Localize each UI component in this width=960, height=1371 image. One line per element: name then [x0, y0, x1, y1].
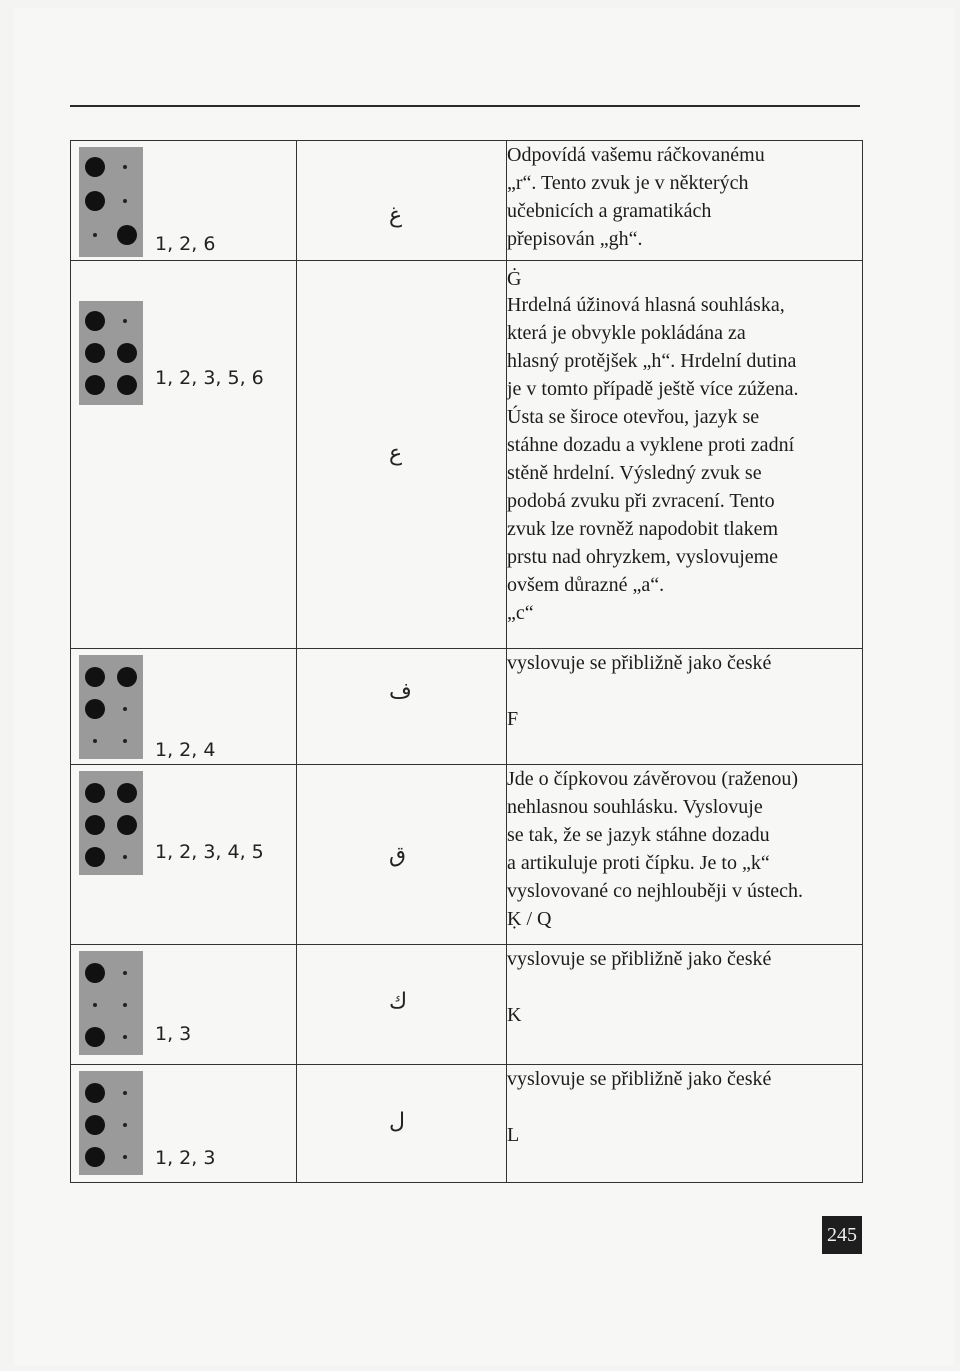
transliteration: K [507, 1004, 522, 1026]
description-cell [507, 1065, 863, 1183]
description-line: učebnicích a gramatikách [507, 200, 712, 222]
arabic-letter-cell [297, 649, 507, 765]
description-line: vyslovuje se přibližně jako české [507, 948, 772, 970]
top-rule [70, 105, 860, 107]
description-line: Jde o čípkovou závěrovou (raženou) [507, 768, 798, 790]
braille-pattern-icon [79, 1071, 143, 1175]
braille-pattern-icon [79, 655, 143, 759]
table-row [71, 141, 863, 261]
description-line: ovšem důrazné „a“. [507, 574, 665, 596]
braille-dots-label: 1, 2, 3 [155, 1147, 216, 1169]
description-line: Hrdelná úžinová hlasná souhláska, [507, 294, 785, 316]
description-cell [507, 649, 863, 765]
braille-dots-label: 1, 3 [155, 1023, 192, 1045]
description-line: stěně hrdelní. Výsledný zvuk se [507, 462, 762, 484]
table-row [71, 945, 863, 1065]
arabic-letter: غ [389, 203, 403, 228]
table-row [71, 1065, 863, 1183]
arabic-letter: ف [389, 679, 412, 704]
arabic-letter-cell [297, 765, 507, 945]
arabic-letter-cell [297, 261, 507, 649]
description-line: přepisován „gh“. [507, 228, 643, 250]
braille-pattern-icon [79, 301, 143, 405]
description-cell [507, 261, 863, 649]
page-number: 245 [822, 1216, 862, 1254]
description-line: Odpovídá vašemu ráčkovanému [507, 144, 765, 166]
arabic-letter-cell [297, 1065, 507, 1183]
arabic-letter: ل [389, 1109, 405, 1134]
braille-pattern-icon [79, 147, 143, 257]
description-line: podobá zvuku při zvracení. Tento [507, 490, 775, 512]
braille-cell [71, 261, 297, 649]
description-cell [507, 765, 863, 945]
table-row [71, 649, 863, 765]
description-line: a artikuluje proti čípku. Je to „k“ [507, 852, 770, 874]
transliteration: F [507, 708, 519, 730]
description-line: vyslovované co nejhlouběji v ústech. [507, 880, 804, 902]
braille-dots-label: 1, 2, 4 [155, 739, 216, 761]
transliteration: Ḳ / Q [507, 908, 552, 930]
description-line: hlasný protějšek „h“. Hrdelní dutina [507, 350, 797, 372]
arabic-letter: ع [389, 441, 403, 466]
description-line: prstu nad ohryzkem, vyslovujeme [507, 546, 779, 568]
description-line: nehlasnou souhlásku. Vyslovuje [507, 796, 763, 818]
description-line: vyslovuje se přibližně jako české [507, 1068, 772, 1090]
braille-dots-label: 1, 2, 3, 5, 6 [155, 367, 264, 389]
arabic-letter-cell [297, 141, 507, 261]
transliteration: „c“ [507, 602, 534, 624]
braille-dots-label: 1, 2, 6 [155, 233, 216, 255]
description-line: vyslovuje se přibližně jako české [507, 652, 772, 674]
transliteration: Ġ [507, 268, 522, 290]
description-line: se tak, že se jazyk stáhne dozadu [507, 824, 770, 846]
description-line: „r“. Tento zvuk je v některých [507, 172, 749, 194]
table-row [71, 261, 863, 649]
table-row [71, 765, 863, 945]
description-line: je v tomto případě ještě více zúžena. [507, 378, 799, 400]
description-cell [507, 945, 863, 1065]
arabic-letter-cell [297, 945, 507, 1065]
description-line: Ústa se široce otevřou, jazyk se [507, 406, 760, 428]
braille-cell [71, 945, 297, 1065]
braille-dots-label: 1, 2, 3, 4, 5 [155, 841, 264, 863]
arabic-letter: ك [389, 989, 408, 1014]
braille-cell [71, 1065, 297, 1183]
braille-pattern-icon [79, 771, 143, 875]
description-cell [507, 141, 863, 261]
description-line: která je obvykle pokládána za [507, 322, 746, 344]
braille-cell [71, 765, 297, 945]
description-line: zvuk lze rovněž napodobit tlakem [507, 518, 779, 540]
braille-cell [71, 141, 297, 261]
description-line: stáhne dozadu a vyklene proti zadní [507, 434, 795, 456]
braille-letter-table [70, 140, 863, 1183]
braille-cell [71, 649, 297, 765]
braille-pattern-icon [79, 951, 143, 1055]
transliteration: L [507, 1124, 520, 1146]
arabic-letter: ق [389, 843, 407, 868]
